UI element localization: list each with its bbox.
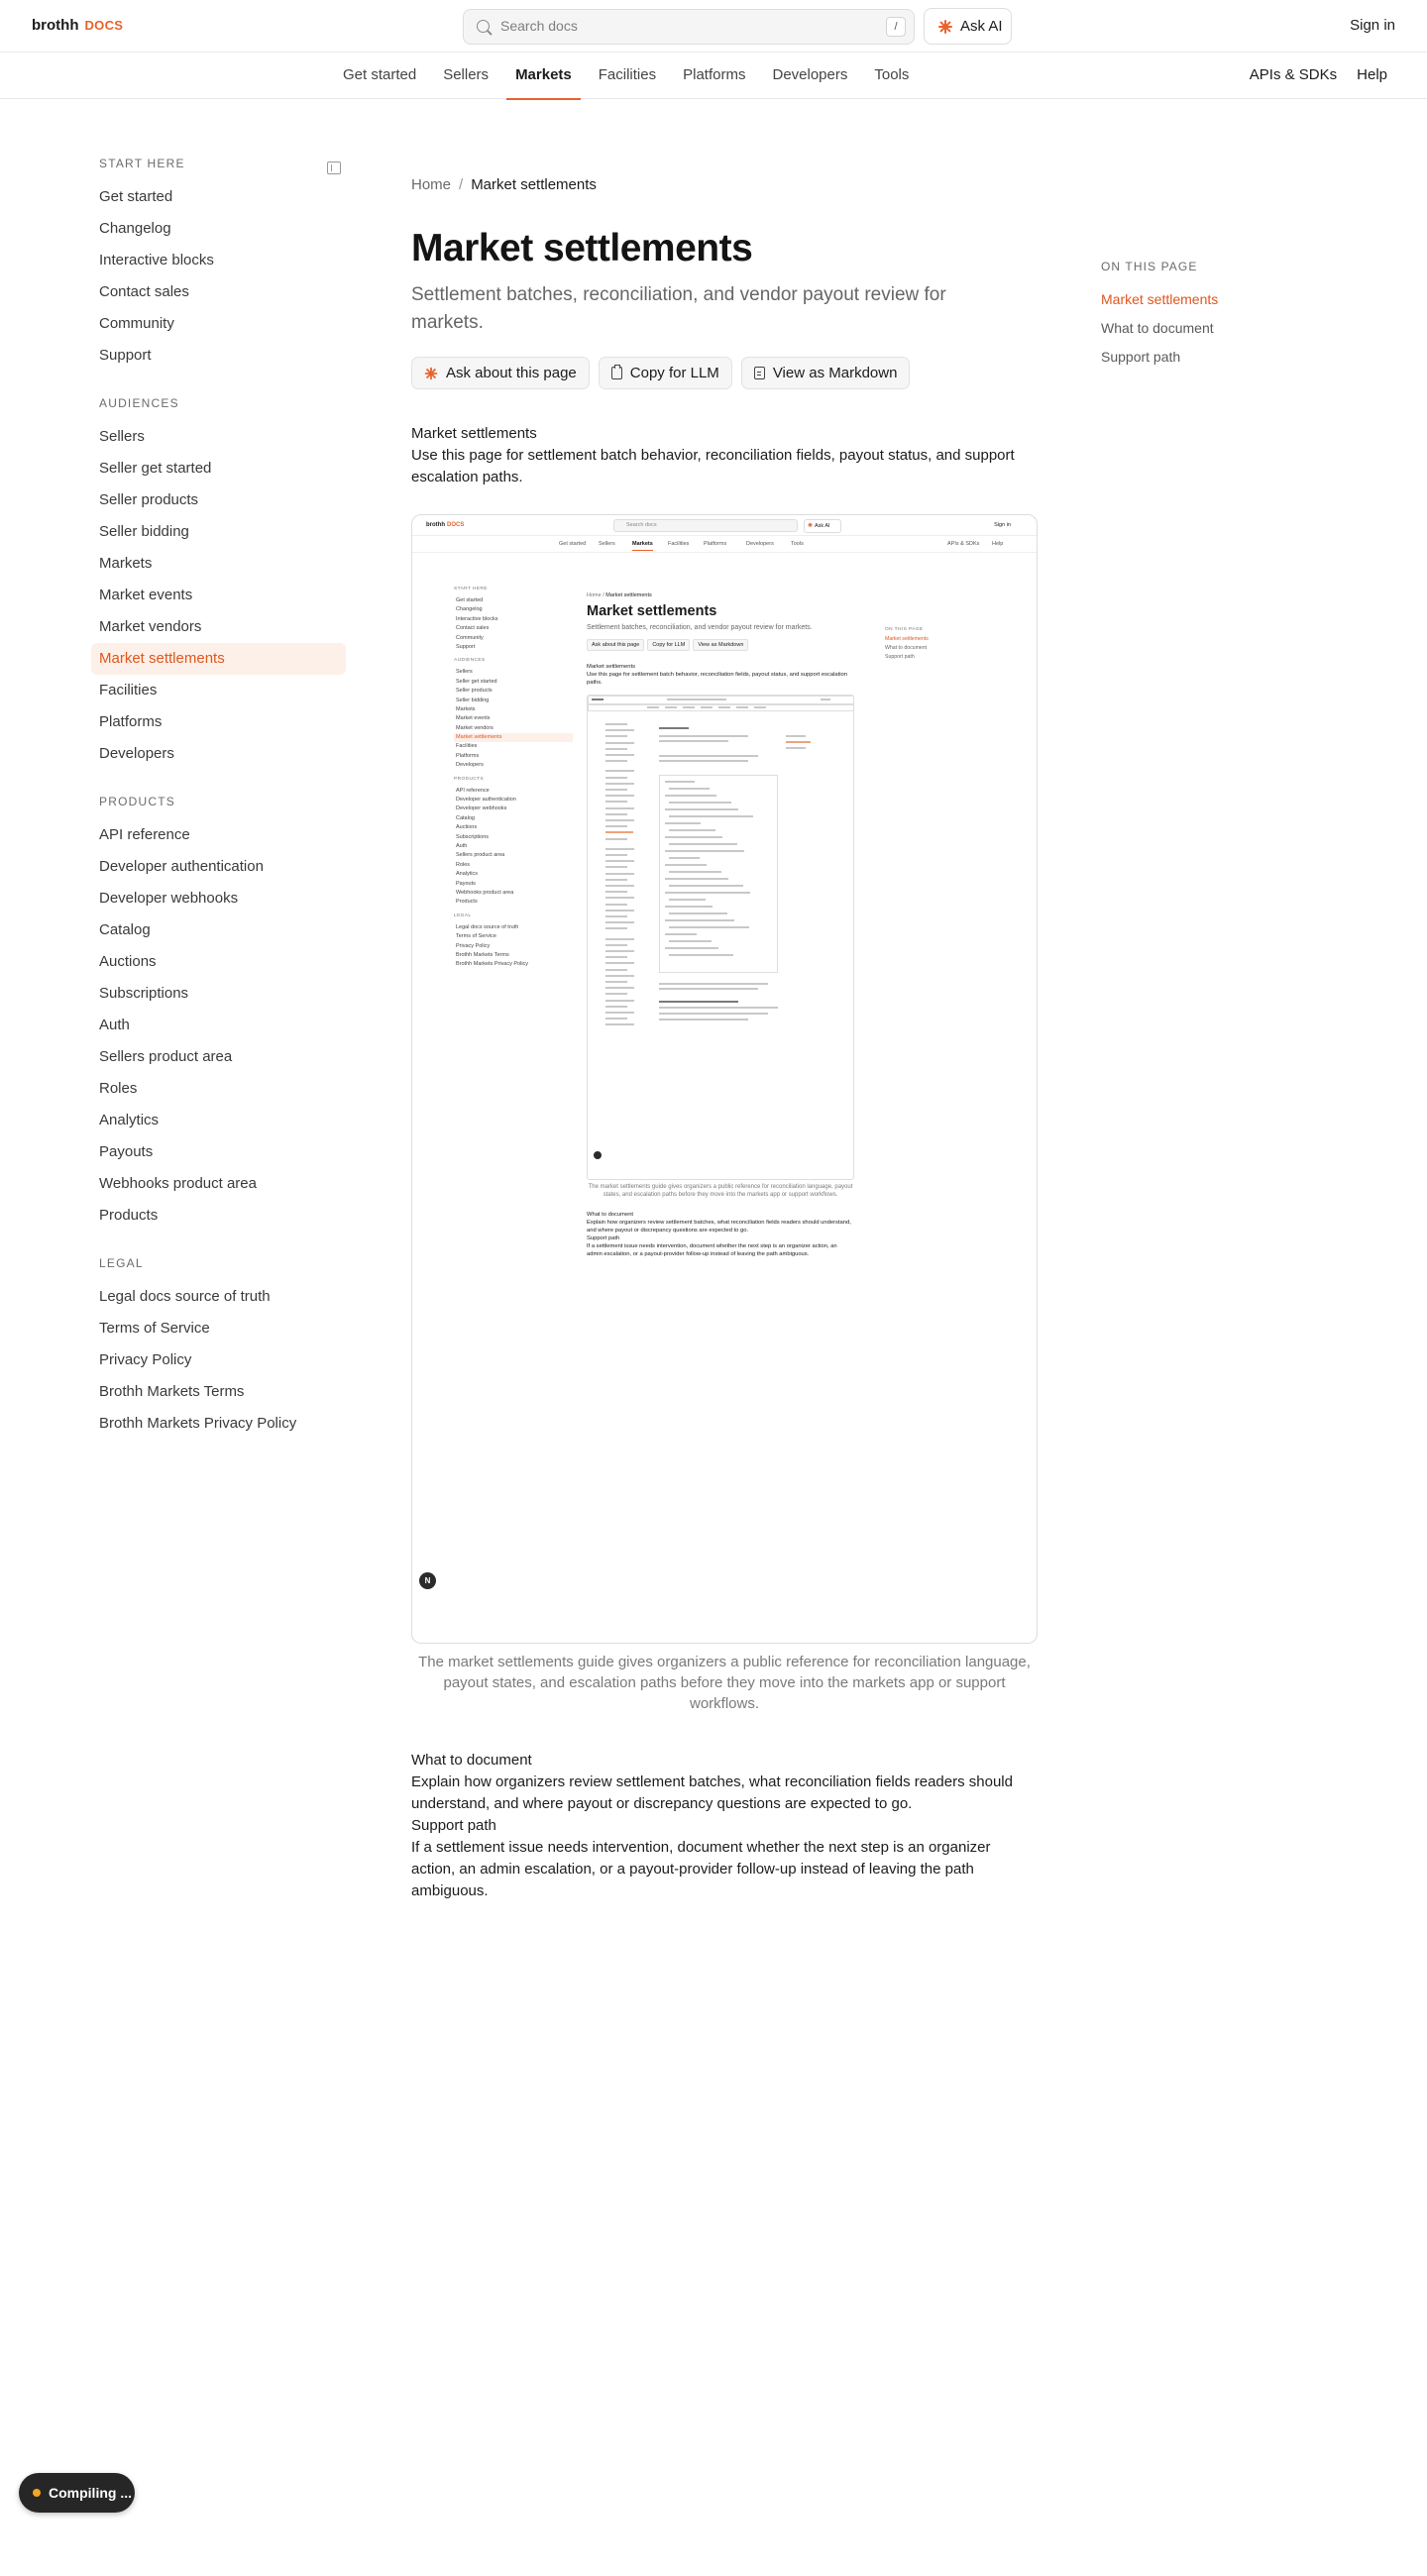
nested-text-line: [605, 927, 627, 929]
embedded-sidebar-item-products: Products: [456, 899, 478, 906]
nested-text-line: [605, 1006, 627, 1008]
embedded-nav-link-help: Help: [992, 541, 1004, 547]
embedded-intro-heading: Market settlements: [587, 664, 635, 670]
nested-text-line: [665, 822, 701, 824]
nested-text-line: [669, 815, 753, 817]
nested-text-line: [605, 831, 633, 833]
embedded-title: Market settlements: [587, 603, 717, 619]
nested-text-line: [605, 981, 627, 983]
tab-tools[interactable]: Tools: [874, 66, 910, 83]
embedded-breadcrumb-sep: /: [603, 592, 604, 598]
embedded-sidebar-heading: START HERE: [454, 587, 488, 591]
nested-text-line: [659, 760, 748, 762]
nested-text-line: [665, 706, 677, 708]
sidebar-item-platforms[interactable]: Platforms: [99, 713, 163, 730]
nested-text-line: [605, 801, 627, 803]
section-what-to-document-heading: What to document: [411, 1752, 532, 1769]
embedded-sidebar-item-brothh-markets-terms: Brothh Markets Terms: [456, 951, 509, 958]
nested-text-line: [605, 783, 634, 785]
embedded-sidebar-heading: LEGAL: [454, 912, 472, 918]
nested-text-line: [605, 848, 634, 850]
nested-text-line: [669, 802, 731, 804]
sidebar-item-brothh-markets-terms[interactable]: Brothh Markets Terms: [99, 1383, 245, 1400]
embedded-section1-heading: What to document: [587, 1212, 634, 1218]
embedded-subtitle: Settlement batches, reconciliation, and vendor payout review for markets.: [587, 624, 813, 631]
sidebar-item-markets[interactable]: Markets: [99, 555, 153, 572]
sidebar-item-sellers[interactable]: Sellers: [99, 428, 145, 445]
nested-text-line: [659, 727, 689, 729]
nested-text-line: [605, 825, 627, 827]
embedded-toc-heading: ON THIS PAGE: [885, 627, 924, 632]
nested-text-line: [665, 933, 697, 935]
nested-text-line: [669, 788, 710, 790]
nested-text-line: [605, 873, 634, 875]
nested-text-line: [665, 836, 722, 838]
logo[interactable]: [32, 17, 123, 34]
nav-link-apis-and-sdks[interactable]: APIs & SDKs: [1249, 66, 1338, 83]
sidebar-heading: PRODUCTS: [99, 795, 175, 808]
nav-tabs: [334, 53, 927, 99]
section-what-to-document-body: Explain how organizers review settlement batches, what reconciliation fields readers should understand, and where payout or discrepancy questions are expected to go.: [411, 1773, 1013, 1812]
sidebar-item-community[interactable]: Community: [99, 315, 174, 332]
embedded-sidebar-item-auth: Auth: [456, 842, 468, 849]
embedded-sidebar-item-api-reference: API reference: [456, 787, 490, 794]
nested-text-line: [669, 954, 733, 956]
nested-text-line: [605, 962, 634, 964]
embedded-search: Search docs: [613, 519, 798, 532]
page-subtitle: Settlement batches, reconciliation, and vendor payout review for markets.: [411, 284, 946, 333]
intro-body: Use this page for settlement batch behavior, reconciliation fields, payout status, and support escalation paths.: [411, 447, 1015, 485]
tab-sellers[interactable]: Sellers: [443, 66, 490, 83]
embedded-breadcrumb-current: Market settlements: [605, 592, 652, 598]
nested-text-line: [669, 871, 721, 873]
embedded-ask-ai: ✺ Ask AI: [804, 519, 841, 533]
nested-text-line: [659, 755, 758, 757]
sidebar-item-products[interactable]: Products: [99, 1207, 159, 1224]
sidebar-item-analytics[interactable]: Analytics: [99, 1112, 160, 1128]
nested-text-line: [665, 892, 750, 894]
ask-ai-button[interactable]: [924, 8, 1012, 45]
sidebar-item-developer-authentication[interactable]: Developer authentication: [99, 858, 264, 875]
embedded-sidebar: [454, 581, 573, 970]
nested-text-line: [665, 906, 713, 908]
embedded-sidebar-item-get-started: Get started: [456, 597, 484, 603]
nested-text-line: [605, 1023, 634, 1025]
embedded-sidebar-item-legal-docs-source-of-truth: Legal docs source of truth: [456, 923, 519, 930]
breadcrumb-current: Market settlements: [471, 176, 597, 193]
ask-about-page-label: Ask about this page: [446, 365, 577, 381]
sidebar-item-changelog[interactable]: Changelog: [99, 220, 171, 237]
embedded-intro: [587, 663, 854, 687]
compiling-label: Compiling ...: [49, 2485, 132, 2501]
nested-text-line: [605, 910, 634, 912]
sidebar-item-interactive-blocks[interactable]: Interactive blocks: [99, 252, 214, 268]
nested-text-line: [605, 819, 634, 821]
nested-text-line: [701, 706, 713, 708]
on-this-page: [1101, 260, 1299, 376]
copy-for-llm-button[interactable]: [599, 357, 732, 389]
sidebar-item-support[interactable]: Support: [99, 347, 152, 364]
content-sections: [411, 1750, 1036, 1902]
nested-text-line: [605, 777, 627, 779]
nested-text-line: [592, 698, 604, 700]
nested-text-line: [605, 860, 634, 862]
sparkle-icon: [425, 367, 438, 379]
embedded-sidebar-item-market-settlements: Market settlements: [454, 733, 573, 742]
embedded-logo: [426, 522, 464, 528]
toc-item-support-path[interactable]: Support path: [1101, 349, 1181, 365]
nested-text-line: [605, 729, 634, 731]
embedded-sections: [587, 1211, 854, 1258]
embedded-sidebar-item-support: Support: [456, 643, 476, 650]
nested-text-line: [605, 748, 627, 750]
view-markdown-label: View as Markdown: [772, 365, 898, 381]
top-bar: [0, 0, 1427, 53]
nested-text-line: [647, 706, 659, 708]
embedded-screenshot: [411, 514, 1038, 1644]
nested-text-line: [605, 891, 627, 893]
sidebar-item-developers[interactable]: Developers: [99, 745, 174, 762]
nested-text-line: [665, 850, 744, 852]
nested-text-line: [605, 866, 627, 868]
embedded-nav-link-apis-and-sdks: APIs & SDKs: [947, 541, 980, 547]
nested-text-line: [669, 940, 712, 942]
nested-text-line: [669, 885, 743, 887]
embedded-breadcrumb-home: Home: [587, 592, 602, 598]
nested-text-line: [659, 1019, 748, 1020]
logo-text: brothh: [32, 17, 79, 34]
embedded-copy-button: Copy for LLM: [647, 639, 690, 651]
nested-text-line: [786, 741, 811, 743]
sidebar: [91, 154, 346, 1461]
nested-text-line: [605, 754, 634, 756]
nested-text-line: [605, 838, 627, 840]
embedded-sidebar-item-markets: Markets: [456, 705, 476, 712]
view-markdown-button[interactable]: [741, 357, 911, 389]
embedded-sidebar-item-webhooks-product-area: Webhooks product area: [456, 889, 514, 896]
sidebar-item-legal-docs-source-of-truth[interactable]: Legal docs source of truth: [99, 1288, 271, 1305]
embedded-tab-get-started: Get started: [559, 541, 587, 547]
embedded-breadcrumb: [587, 592, 854, 598]
search-shortcut-key: /: [886, 17, 906, 37]
sidebar-item-facilities[interactable]: Facilities: [99, 682, 158, 698]
intro-block: [411, 423, 1036, 488]
nested-text-line: [665, 781, 695, 783]
nested-text-line: [605, 969, 627, 971]
main-content: [411, 176, 1036, 1902]
embedded-actions: [587, 639, 854, 651]
embedded-ask-button: Ask about this page: [587, 639, 644, 651]
nested-text-line: [605, 885, 634, 887]
embedded-sidebar-item-platforms: Platforms: [456, 752, 480, 759]
embedded-sidebar-item-changelog: Changelog: [456, 606, 483, 613]
sidebar-item-developer-webhooks[interactable]: Developer webhooks: [99, 890, 239, 907]
sidebar-item-seller-products[interactable]: Seller products: [99, 491, 199, 508]
nested-text-line: [669, 899, 706, 901]
nested-text-line: [669, 926, 749, 928]
sparkle-icon: [938, 20, 952, 34]
embedded-section1-body: Explain how organizers review settlement batches, what reconciliation fields readers should understand, and where payout or discrepancy questions are expected to go.: [587, 1220, 851, 1234]
embedded-caption: The market settlements guide gives organizers a public reference for reconciliation language, payout states, and escalation paths before they move into the markets app or support workflows.: [588, 1184, 853, 1198]
sign-in-link[interactable]: Sign in: [1350, 17, 1395, 34]
embedded-sidebar-item-seller-get-started: Seller get started: [456, 678, 497, 685]
sidebar-item-subscriptions[interactable]: Subscriptions: [99, 985, 189, 1002]
document-icon: [754, 367, 765, 379]
embedded-sidebar-item-sellers: Sellers: [456, 669, 473, 676]
nav-link-help[interactable]: Help: [1357, 66, 1387, 83]
nested-text-line: [605, 1012, 634, 1014]
nested-text-line: [605, 735, 627, 737]
search-box[interactable]: [463, 9, 915, 45]
ask-ai-label: Ask AI: [960, 18, 1003, 35]
section-support-path-body: If a settlement issue needs intervention, document whether the next step is an organizer action, an admin escalation, or a payout-provider follow-up instead of leaving the path ambiguous.: [411, 1839, 991, 1899]
logo-badge: DOCS: [84, 18, 124, 33]
embedded-sidebar-item-market-vendors: Market vendors: [456, 724, 494, 731]
compiling-indicator[interactable]: [19, 2473, 135, 2513]
nested-text-line: [605, 813, 627, 815]
sidebar-item-auctions[interactable]: Auctions: [99, 953, 157, 970]
embedded-logo-text: brothh: [426, 522, 445, 528]
sidebar-heading: START HERE: [99, 157, 185, 170]
nested-text-line: [605, 938, 634, 940]
breadcrumb: [411, 176, 1036, 202]
nested-text-line: [659, 740, 728, 742]
embedded-tab-facilities: Facilities: [668, 541, 690, 547]
embedded-sidebar-item-seller-products: Seller products: [456, 688, 493, 695]
nested-text-line: [786, 735, 806, 737]
sidebar-item-market-vendors[interactable]: Market vendors: [99, 618, 202, 635]
sidebar-item-roles[interactable]: Roles: [99, 1080, 138, 1097]
nested-text-line: [669, 857, 700, 859]
embedded-sidebar-item-sellers-product-area: Sellers product area: [456, 852, 505, 859]
sidebar-item-sellers-product-area[interactable]: Sellers product area: [99, 1048, 233, 1065]
embedded-sidebar-item-facilities: Facilities: [456, 743, 478, 750]
page-title: Market settlements: [411, 227, 753, 269]
nested-text-line: [667, 698, 726, 700]
nested-text-line: [683, 706, 695, 708]
tab-facilities[interactable]: Facilities: [598, 66, 657, 83]
embedded-tab-markets: Markets: [632, 541, 653, 551]
embedded-sidebar-item-subscriptions: Subscriptions: [456, 833, 490, 840]
embedded-sidebar-item-catalog: Catalog: [456, 814, 475, 821]
nested-text-line: [659, 1001, 738, 1003]
embedded-tab-developers: Developers: [746, 541, 774, 547]
embedded-nav: [412, 536, 1037, 553]
sidebar-item-brothh-markets-privacy-policy[interactable]: Brothh Markets Privacy Policy: [99, 1415, 297, 1432]
sidebar-item-catalog[interactable]: Catalog: [99, 921, 151, 938]
embedded-sidebar-item-terms-of-service: Terms of Service: [456, 933, 496, 940]
sidebar-item-auth[interactable]: Auth: [99, 1017, 130, 1033]
embedded-sign-in: Sign in: [994, 522, 1011, 528]
tab-developers[interactable]: Developers: [772, 66, 848, 83]
nested-text-line: [605, 854, 627, 856]
sidebar-item-contact-sales[interactable]: Contact sales: [99, 283, 189, 300]
nested-text-line: [736, 706, 748, 708]
nested-text-line: [821, 698, 830, 700]
nested-text-line: [605, 950, 634, 952]
embedded-sidebar-item-auctions: Auctions: [456, 824, 478, 831]
embedded-sidebar-item-seller-bidding: Seller bidding: [456, 697, 490, 703]
section-support-path-heading: Support path: [411, 1817, 496, 1834]
embedded-tab-platforms: Platforms: [704, 541, 727, 547]
embedded-logo-badge: DOCS: [447, 522, 465, 528]
sidebar-group-products: [91, 792, 346, 1232]
nested-text-line: [605, 795, 634, 797]
toc-item-market-settlements[interactable]: Market settlements: [1101, 291, 1219, 307]
sidebar-item-api-reference[interactable]: API reference: [99, 826, 190, 843]
nested-text-line: [605, 1018, 627, 1020]
sidebar-item-seller-get-started[interactable]: Seller get started: [99, 460, 212, 477]
nested-text-line: [605, 789, 627, 791]
embedded-sidebar-item-privacy-policy: Privacy Policy: [456, 942, 491, 949]
nested-text-line: [605, 987, 634, 989]
nested-text-line: [718, 706, 730, 708]
nested-text-line: [605, 723, 627, 725]
nested-text-line: [605, 904, 627, 906]
sidebar-item-payouts[interactable]: Payouts: [99, 1143, 154, 1160]
sidebar-item-market-events[interactable]: Market events: [99, 587, 193, 603]
embedded-main: [587, 592, 854, 1258]
tab-markets[interactable]: Markets: [506, 53, 581, 99]
nested-text-line: [665, 947, 718, 949]
embedded-sidebar-heading: PRODUCTS: [454, 776, 485, 782]
nested-text-line: [605, 921, 634, 923]
embedded-sidebar-item-developers: Developers: [456, 762, 484, 769]
embedded-sidebar-item-payouts: Payouts: [456, 880, 476, 887]
nested-text-line: [605, 897, 634, 899]
nested-text-line: [669, 843, 737, 845]
sidebar-heading: LEGAL: [99, 1256, 144, 1270]
page-actions: [411, 357, 1036, 389]
sidebar-group-start-here: [91, 154, 346, 372]
nested-text-line: [669, 912, 727, 914]
sidebar-item-market-settlements[interactable]: Market settlements: [91, 643, 346, 675]
nested-text-line: [659, 1013, 768, 1015]
embedded-intro-body: Use this page for settlement batch behavior, reconciliation fields, payout status, and support escalation paths.: [587, 672, 847, 686]
nested-text-line: [665, 808, 738, 810]
nested-text-line: [659, 983, 768, 985]
embedded-tab-tools: Tools: [791, 541, 804, 547]
toc-heading: ON THIS PAGE: [1101, 260, 1198, 273]
embedded-section2-body: If a settlement issue needs intervention, document whether the next step is an organizer action, an admin escalation, or a payout-provider follow-up instead of leaving the path ambiguous.: [587, 1243, 837, 1257]
nested-text-line: [605, 975, 634, 977]
tab-platforms[interactable]: Platforms: [683, 66, 746, 83]
nested-text-line: [754, 706, 766, 708]
collapse-sidebar-icon[interactable]: [327, 161, 341, 174]
embedded-toc-item-what-to-document: What to document: [885, 645, 928, 651]
sidebar-group-audiences: [91, 393, 346, 770]
nested-text-line: [605, 993, 627, 995]
embedded-sidebar-item-developer-webhooks: Developer webhooks: [456, 805, 507, 812]
embedded-sidebar-item-contact-sales: Contact sales: [456, 625, 490, 632]
embedded-sidebar-item-analytics: Analytics: [456, 871, 479, 878]
embedded-sidebar-item-interactive-blocks: Interactive blocks: [456, 615, 498, 622]
embedded-sidebar-item-brothh-markets-privacy-policy: Brothh Markets Privacy Policy: [456, 961, 529, 968]
nested-text-line: [605, 944, 627, 946]
search-icon: [477, 20, 490, 33]
ask-about-page-button[interactable]: [411, 357, 590, 389]
nested-avatar: [594, 1151, 602, 1159]
embedded-sidebar-item-market-events: Market events: [456, 715, 491, 722]
embedded-top-bar: [412, 515, 1037, 536]
embedded-tab-sellers: Sellers: [599, 541, 615, 547]
toc-item-what-to-document[interactable]: What to document: [1101, 320, 1214, 336]
nested-text-line: [665, 878, 728, 880]
breadcrumb-home[interactable]: Home: [411, 176, 452, 193]
nested-text-line: [605, 956, 627, 958]
nested-text-line: [659, 1007, 778, 1009]
main-nav: [0, 53, 1427, 99]
embedded-toc-item-support-path: Support path: [885, 654, 915, 660]
nested-text-line: [605, 879, 627, 881]
nested-text-line: [659, 988, 758, 990]
search-input[interactable]: [500, 18, 827, 34]
embedded-sidebar-heading: AUDIENCES: [454, 658, 486, 664]
embedded-sidebar-item-developer-authentication: Developer authentication: [456, 797, 516, 804]
sidebar-group-legal: [91, 1253, 346, 1440]
embedded-avatar: N: [419, 1572, 436, 1589]
sidebar-item-get-started[interactable]: Get started: [99, 188, 173, 205]
screenshot-caption: The market settlements guide gives organizers a public reference for reconciliation language, payout states, and escalation paths before they move into the markets app or support workflows.: [418, 1654, 1031, 1712]
nested-text-line: [605, 915, 627, 917]
nested-text-line: [605, 807, 634, 809]
sidebar-item-webhooks-product-area[interactable]: Webhooks product area: [99, 1175, 257, 1192]
clipboard-icon: [611, 367, 622, 379]
nested-text-line: [786, 747, 806, 749]
nested-text-line: [665, 919, 734, 921]
nested-text-line: [665, 864, 707, 866]
nested-text-line: [605, 742, 634, 744]
nested-inner-screenshot: [659, 775, 778, 973]
nav-right-links: [1250, 53, 1387, 99]
nested-text-line: [605, 1000, 634, 1002]
nested-text-line: [659, 735, 748, 737]
intro-heading: Market settlements: [411, 425, 537, 442]
status-dot-icon: [33, 2489, 41, 2497]
copy-for-llm-label: Copy for LLM: [629, 365, 719, 381]
tab-get-started[interactable]: Get started: [343, 66, 417, 83]
nested-text-line: [665, 795, 716, 797]
embedded-sidebar-item-community: Community: [456, 634, 484, 641]
nested-text-line: [605, 760, 627, 762]
embedded-toc-item-market-settlements: Market settlements: [885, 636, 929, 642]
nested-text-line: [605, 770, 634, 772]
embedded-sidebar-item-roles: Roles: [456, 861, 471, 868]
sidebar-heading: AUDIENCES: [99, 396, 179, 410]
sidebar-item-seller-bidding[interactable]: Seller bidding: [99, 523, 189, 540]
embedded-section2-heading: Support path: [587, 1235, 620, 1241]
nested-text-line: [669, 829, 715, 831]
embedded-nested-screenshot: [587, 695, 854, 1180]
sidebar-item-privacy-policy[interactable]: Privacy Policy: [99, 1351, 192, 1368]
embedded-toc: [885, 627, 964, 663]
sidebar-item-terms-of-service[interactable]: Terms of Service: [99, 1320, 210, 1337]
breadcrumb-separator: /: [459, 176, 464, 193]
embedded-markdown-button: View as Markdown: [693, 639, 748, 651]
